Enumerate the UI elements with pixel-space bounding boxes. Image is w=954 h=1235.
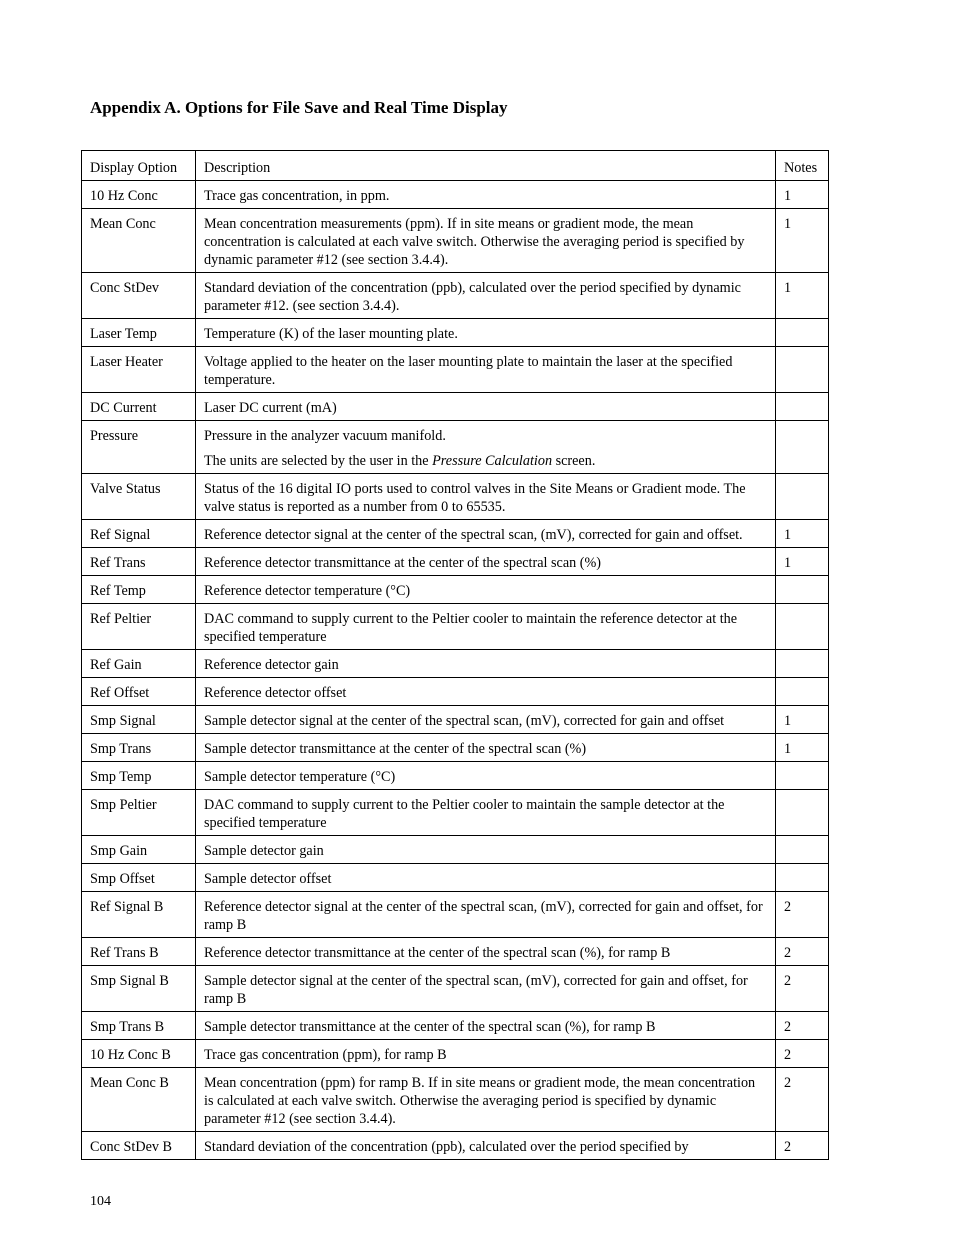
notes-cell [776,650,829,678]
description-cell: Reference detector offset [196,678,776,706]
notes-cell [776,762,829,790]
table-row [82,421,829,474]
notes-cell [776,604,829,650]
description-cell [196,421,776,474]
table-row [82,1132,829,1160]
table-row [82,892,829,938]
description-cell: Sample detector offset [196,864,776,892]
option-cell: Smp Signal B [82,966,196,1012]
table-row [82,836,829,864]
page-number: 104 [90,1194,111,1209]
table-row [82,393,829,421]
description-cell: Reference detector signal at the center of the spectral scan, (mV), corrected for gain and offset. [196,520,776,548]
table-row [82,548,829,576]
table-row [82,520,829,548]
notes-cell: 2 [776,1132,829,1160]
option-cell: 10 Hz Conc B [82,1040,196,1068]
option-cell: Valve Status [82,474,196,520]
option-cell: Ref Signal [82,520,196,548]
notes-cell [776,836,829,864]
description-text: The units are selected by the user in the [204,453,433,469]
description-cell: Sample detector gain [196,836,776,864]
table-row [82,273,829,319]
description-cell: Trace gas concentration, in ppm. [196,181,776,209]
table-header-row [82,151,829,181]
table-row [82,678,829,706]
description-cell: Sample detector transmittance at the center of the spectral scan (%) [196,734,776,762]
description-cell: Standard deviation of the concentration (ppb), calculated over the period specified by dynamic parameter #12. (see section 3.4.4). [196,273,776,319]
notes-cell [776,678,829,706]
description-cell: Reference detector signal at the center of the spectral scan, (mV), corrected for gain and offset, for ramp B [196,892,776,938]
option-cell: Smp Gain [82,836,196,864]
notes-cell: 1 [776,548,829,576]
table-row [82,966,829,1012]
notes-cell: 2 [776,938,829,966]
notes-cell [776,576,829,604]
notes-cell [776,319,829,347]
description-cell: Reference detector gain [196,650,776,678]
option-cell: Conc StDev B [82,1132,196,1160]
description-cell: Mean concentration measurements (ppm). If in site means or gradient mode, the mean concentration is calculated at each valve switch. Otherwise the averaging period is specified by dynamic parameter #12 (see section 3.4.4). [196,209,776,273]
description-cell: Reference detector transmittance at the center of the spectral scan (%) [196,548,776,576]
table-row [82,604,829,650]
option-cell: Ref Gain [82,650,196,678]
screen-name-text: Pressure Calculation [432,453,553,469]
notes-cell: 2 [776,1040,829,1068]
description-cell: Status of the 16 digital IO ports used to control valves in the Site Means or Gradient mode. The valve status is reported as a number from 0 to 65535. [196,474,776,520]
table-row [82,576,829,604]
option-cell: Mean Conc B [82,1068,196,1132]
table-row [82,650,829,678]
table-row [82,762,829,790]
option-cell: Ref Trans [82,548,196,576]
description-cell: Trace gas concentration (ppm), for ramp B [196,1040,776,1068]
table-row [82,1012,829,1040]
notes-cell [776,347,829,393]
option-cell: Ref Trans B [82,938,196,966]
option-cell: Laser Temp [82,319,196,347]
notes-cell: 1 [776,734,829,762]
option-cell: DC Current [82,393,196,421]
table-row [82,706,829,734]
page-title: Appendix A. Options for File Save and Real Time Display [90,98,508,117]
option-cell: Smp Trans [82,734,196,762]
table-row [82,1040,829,1068]
table-row [82,474,829,520]
table-row [82,209,829,273]
description-cell: Sample detector signal at the center of the spectral scan, (mV), corrected for gain and offset [196,706,776,734]
description-cell: Sample detector temperature (°C) [196,762,776,790]
description-text: screen. [552,453,596,469]
notes-cell [776,421,829,474]
notes-cell [776,864,829,892]
option-cell: 10 Hz Conc [82,181,196,209]
table-row [82,319,829,347]
table-row [82,1068,829,1132]
description-cell: DAC command to supply current to the Peltier cooler to maintain the reference detector at the specified temperature [196,604,776,650]
option-cell: Mean Conc [82,209,196,273]
description-line [204,452,767,470]
table-row [82,347,829,393]
description-cell: Mean concentration (ppm) for ramp B. If in site means or gradient mode, the mean concentration is calculated at each valve switch. Otherwise the averaging period is specified by dynamic parameter #12 (see section 3.4.4). [196,1068,776,1132]
option-cell: Smp Peltier [82,790,196,836]
description-cell: Reference detector temperature (°C) [196,576,776,604]
table-row [82,938,829,966]
option-cell: Smp Signal [82,706,196,734]
display-options-table [81,150,829,1160]
description-cell: DAC command to supply current to the Peltier cooler to maintain the sample detector at the specified temperature [196,790,776,836]
notes-cell: 2 [776,1068,829,1132]
table-row [82,181,829,209]
description-cell: Temperature (K) of the laser mounting plate. [196,319,776,347]
description-cell: Laser DC current (mA) [196,393,776,421]
option-cell: Ref Signal B [82,892,196,938]
description-line: Pressure in the analyzer vacuum manifold. [204,428,446,444]
option-cell: Conc StDev [82,273,196,319]
option-cell: Smp Trans B [82,1012,196,1040]
table-row [82,734,829,762]
description-cell: Sample detector signal at the center of the spectral scan, (mV), corrected for gain and offset, for ramp B [196,966,776,1012]
notes-cell: 2 [776,892,829,938]
description-cell: Reference detector transmittance at the center of the spectral scan (%), for ramp B [196,938,776,966]
header-description: Description [196,151,776,181]
table-row [82,790,829,836]
header-notes: Notes [776,151,829,181]
option-cell: Ref Offset [82,678,196,706]
notes-cell: 1 [776,520,829,548]
notes-cell [776,474,829,520]
notes-cell [776,393,829,421]
description-cell: Voltage applied to the heater on the laser mounting plate to maintain the laser at the specified temperature. [196,347,776,393]
notes-cell: 1 [776,273,829,319]
option-cell: Ref Peltier [82,604,196,650]
option-cell: Laser Heater [82,347,196,393]
option-cell: Smp Temp [82,762,196,790]
notes-cell: 1 [776,706,829,734]
option-cell: Smp Offset [82,864,196,892]
notes-cell: 2 [776,966,829,1012]
notes-cell: 2 [776,1012,829,1040]
notes-cell: 1 [776,209,829,273]
description-cell: Standard deviation of the concentration (ppb), calculated over the period specified by [196,1132,776,1160]
option-cell: Pressure [82,421,196,474]
header-display-option: Display Option [82,151,196,181]
description-cell: Sample detector transmittance at the center of the spectral scan (%), for ramp B [196,1012,776,1040]
option-cell: Ref Temp [82,576,196,604]
notes-cell: 1 [776,181,829,209]
notes-cell [776,790,829,836]
table-row [82,864,829,892]
